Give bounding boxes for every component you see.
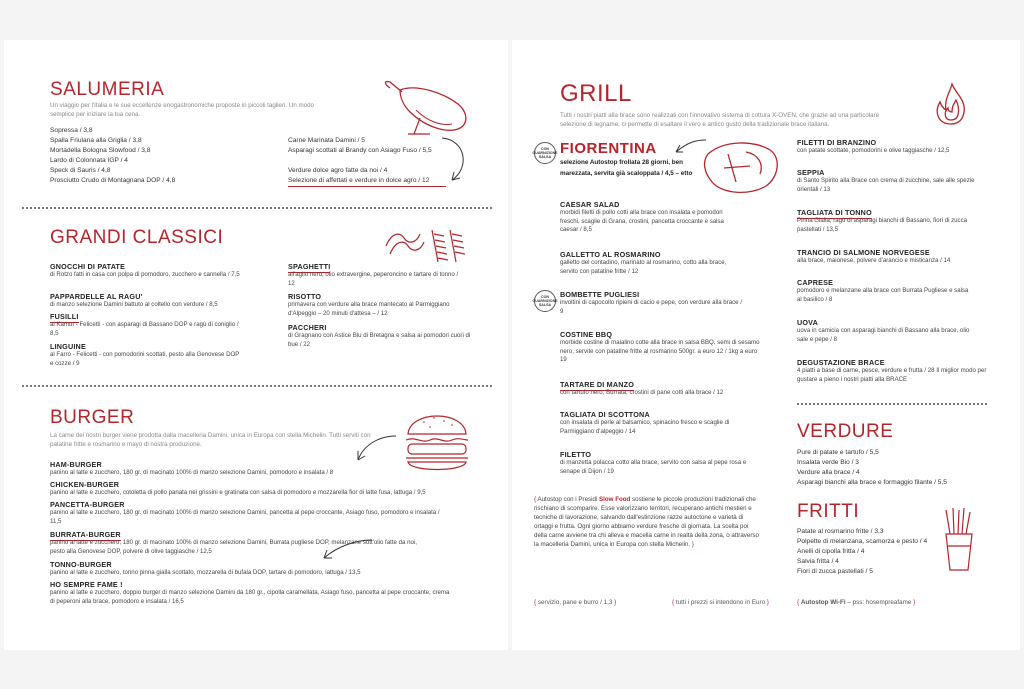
arrow-icon	[436, 132, 476, 188]
grill-desc: di Santo Spirito alla Brace con crema di zucchine, sale alle spezie orientali / 13	[797, 177, 975, 193]
grill-desc: alla brace, maionese, polvere d'arancio e misticanza / 14	[797, 257, 951, 264]
section-divider	[22, 385, 492, 387]
grill-desc: Pinna Gialla, ragù di asparagi bianchi di Bassano, fiori di zucca pastellati / 13,5	[797, 217, 968, 233]
section-divider	[797, 403, 987, 405]
salumeria-item: Mortadella Bologna Slowfood / 3,8	[50, 147, 151, 154]
burger-desc: panino al latte e zucchero, 180 gr. di macinato 100% di manzo selezione Damini, pomodoro e insalata / 8	[50, 469, 334, 476]
salumeria-item: Sopressa / 3,8	[50, 127, 93, 134]
salumeria-intro: Un viaggio per l'Italia e le sue eccellenze enogastronomiche proposte in piccoli taglieri. Un modo semplice per iniziare la tua cena.	[50, 102, 314, 118]
grill-name: TAGLIATA DI SCOTTONA	[560, 410, 650, 419]
burger-desc: panino al latte e zucchero, 180 gr. di macinato 100% di manzo selezione Damini, pancetta al pepe croccante, Asiago fuso, pomodoro e insalata / 11,5	[50, 509, 440, 525]
grill-desc: galletto del contadino, marinato al rosmarino, cotto alla brace, servito con patatine fritte / 12	[560, 259, 727, 275]
grill-title: GRILL	[560, 80, 632, 107]
salumeria-item: Spalla Friulana alla Griglia / 3,8	[50, 137, 142, 144]
salumeria-item: Verdure dolce agro fatte da noi / 4	[288, 167, 388, 174]
grill-name: SEPPIA	[797, 168, 825, 177]
steak-icon	[674, 134, 784, 200]
section-divider	[22, 207, 492, 209]
grill-desc: morbidi filetti di pollo cotti alla brace con insalata e pomodori freschi, scaglie di Grana, crostini, pancetta croccante e salsa caesar / 8,5	[560, 209, 724, 234]
menu-page-right	[512, 40, 1020, 650]
grill-desc: involtini di capocollo ripieni di cacio e pepe, con verdure alla brace / 9	[560, 299, 742, 315]
dish-desc: di Rotzo fatti in casa con polpa di pomodoro, zucchero e cannella / 7,5	[50, 271, 240, 278]
grill-desc: con insalata di perle al balsamico, spinacino fresco e scaglie di Parmiggiano d'alpeggio / 14	[560, 419, 730, 435]
side-item: Fiori di zucca pastellati / 5	[797, 568, 873, 575]
grill-desc: con patate scottate, pomodorini e olive taggiasche / 12,5	[797, 147, 950, 154]
side-item: Insalata verde Bio / 3	[797, 459, 859, 466]
fries-icon	[944, 506, 974, 572]
grill-desc: con tartufo nero, Burrata, crostini di pane cotti alla brace / 12	[560, 389, 724, 396]
burger-icon	[404, 406, 470, 476]
dish-name: SPAGHETTI	[288, 262, 331, 271]
fiorentina-desc: selezione Autostop frollata 28 giorni, ben marezzata, servita già scaloppata / 4,5 – etto	[560, 159, 693, 177]
burger-name: CHICKEN-BURGER	[50, 480, 120, 489]
flame-icon	[932, 82, 970, 126]
burger-name: PANCETTA-BURGER	[50, 500, 125, 509]
pasta-icon	[382, 224, 468, 264]
side-item: Asparagi bianchi alla brace e formaggio filante / 5,5	[797, 479, 947, 486]
side-item: Verdure alla brace / 4	[797, 469, 860, 476]
salumeria-item: Prosciutto Crudo di Montagnana DOP / 4,8	[50, 177, 176, 184]
burger-intro: La carne dei nostri burger viene prodotta dalla macelleria Damini, unica in Europa con stella Michelin. Tutti serviti con patatine fritte e rosmarino e mayo di nostra produzione.	[50, 432, 371, 448]
grill-name: TRANCIO DI SALMONE NORVEGESE	[797, 248, 930, 257]
prezzi-note: { tutti i prezzi si intendono in Euro }	[672, 599, 769, 606]
fiorentina-title: FIORENTINA	[560, 140, 657, 157]
slow-food-badge: CON GUARNIZIONE SALSA	[534, 290, 556, 312]
salumeria-item: Selezione di affettati e verdure in dolce agro / 12	[288, 177, 430, 184]
underline-red	[288, 186, 446, 187]
burger-desc: panino al latte e zucchero, doppio burger di manzo selezione Damini da 180 gr., cipolla caramellata, Asiago fuso, pancetta al pepe croccante, crema di peperoni alla brace, pomodoro e insalata / 16,5	[50, 589, 450, 605]
burger-desc: panino al latte e zucchero, tonno pinna gialla scottato, mozzarella di bufala DOP, tartare di pomodoro, lattuga / 13,5	[50, 569, 361, 576]
burger-name: TONNO-BURGER	[50, 560, 112, 569]
burger-name: BURRATA-BURGER	[50, 530, 121, 539]
dish-name: FUSILLI	[50, 312, 79, 321]
salumeria-title: SALUMERIA	[50, 79, 165, 100]
grill-name: CAPRESE	[797, 278, 834, 287]
grill-name: COSTINE BBQ	[560, 330, 613, 339]
coperto-note: { servizio, pane e burro / 1,3 }	[534, 599, 617, 606]
burger-name: HAM-BURGER	[50, 460, 102, 469]
side-item: Anelli di cipolla fritta / 4	[797, 548, 865, 555]
grill-name: TAGLIATA DI TONNO	[797, 208, 872, 217]
slow-food-note: { Autostop con i Presidi Slow Food sostiene le piccole produzioni tradizionali che rischiano di scomparire. Esse valorizzano territori, recuperano antichi mestieri e tecniche di lavorazione, salvando dall'estinzione razze autoctone e varietà di ortaggi e frutta. Ogni giorno abbiamo verdure fresche di giornata. La scelta poi della carne avviene tra chi alleva e macella carne in realtà della zona, o attraverso la macelleria Damini, unica in Europa con stella Michelin. }	[534, 496, 759, 548]
burger-name: HO SEMPRE FAME !	[50, 580, 123, 589]
dish-desc: di Gragnano con Astice Blu di Bretagna e salsa ai pomodori cuori di bue / 22	[288, 332, 471, 348]
burger-desc: panino al latte e zucchero, 180 gr. di macinato 100% di manzo selezione Damini, Burrata pugliese DOP, melanzane sott'olio fatte da noi, pesto alla Genovese DOP, polvere di olive taggiasche / 12,5	[50, 539, 417, 555]
dish-desc: all'aglio nero, olio extravergine, peperoncino e tartare di tonno / 12	[288, 271, 459, 287]
verdure-title: VERDURE	[797, 421, 894, 442]
wifi-note: { Autostop Wi-Fi – pss: hosempreafame }	[797, 599, 916, 606]
dish-desc: di manzo selezione Damini battuto al coltello con verdure / 8,5	[50, 301, 218, 308]
grill-intro: Tutti i nostri piatti alla brace sono realizzati con l'innovativo sistema di cottura X-OVEN, che grazie ad una particolare selezione di legname, ci permette di esaltare il vero e antico gusto della tradizionale brace italiana.	[560, 112, 880, 128]
grill-name: UOVA	[797, 318, 819, 327]
grill-desc: pomodoro e melanzane alla brace con Burrata Pugliese e salsa al basilico / 8	[797, 287, 969, 303]
grill-desc: morbide costine di maialino cotte alla brace in salsa BBQ, semi di sesamo nero, servite con patatine fritte al rosmarino 500gr. a euro 12 / 1kg a euro 19	[560, 339, 760, 364]
dish-name: RISOTTO	[288, 292, 322, 301]
grill-desc: uova in camicia con asparagi bianchi di Bassano alla brace, olio sale e pepe / 8	[797, 327, 970, 343]
grill-name: CAESAR SALAD	[560, 200, 620, 209]
dish-name: LINGUINE	[50, 342, 86, 351]
dish-desc: primavera con verdure alla brace mantecato al Parmiggiano d'Alpeggio – 20 minuti d'attesa – / 12	[288, 301, 450, 317]
burger-title: BURGER	[50, 407, 135, 428]
grill-name: GALLETTO AL ROSMARINO	[560, 250, 661, 259]
side-item: Polpette di melanzana, scamorza e pesto / 4	[797, 538, 928, 545]
grill-name: DEGUSTAZIONE BRACE	[797, 358, 885, 367]
grill-desc: di manzetta polacca cotto alla brace, servito con salsa al pepe rosa e senape di Dijon / 19	[560, 459, 747, 475]
arrow-icon	[350, 432, 400, 468]
grill-name: BOMBETTE PUGLIESI	[560, 290, 640, 299]
fritti-title: FRITTI	[797, 501, 860, 522]
dish-name: PAPPARDELLE AL RAGU'	[50, 292, 143, 301]
dish-name: PACCHERI	[288, 323, 327, 332]
ham-leg-icon	[380, 78, 476, 136]
side-item: Pure di patate e tartufo / 5,5	[797, 449, 879, 456]
salumeria-item: Carne Marinata Damini / 5	[288, 137, 365, 144]
slow-food-badge: CON GUARNIZIONE SALSA	[534, 142, 556, 164]
dish-name: GNOCCHI DI PATATE	[50, 262, 126, 271]
dish-desc: al Kamut - Felicetti - con asparagi di Bassano DOP e ragù di coniglio / 8,5	[50, 321, 239, 337]
side-item: Salvia fritta / 4	[797, 558, 839, 565]
menu-page-left	[4, 40, 508, 650]
grill-name: FILETTO	[560, 450, 592, 459]
side-item: Patate al rosmarino fritte / 3,3	[797, 528, 884, 535]
dish-desc: al Farro - Felicetti - con pomodorini scottati, pesto alla Genovese DOP e cozze / 9	[50, 351, 240, 367]
salumeria-item: Lardo di Colonnata IGP / 4	[50, 157, 128, 164]
grill-name: TARTARE DI MANZO	[560, 380, 634, 389]
salumeria-item: Speck di Sauris / 4,8	[50, 167, 111, 174]
grill-name: FILETTI DI BRANZINO	[797, 138, 877, 147]
burger-desc: panino al latte e zucchero, cotoletta di pollo panata nei grissini e gratinata con salsa di pomodoro e mozzarella fior di latte fusa, lattuga / 9,5	[50, 489, 426, 496]
grill-desc: 4 piatti a base di carne, pesce, verdure e frutta / 28 Il miglior modo per gustare a pieno i nostri piatti alla BRACE	[797, 367, 987, 383]
salumeria-item: Asparagi scottati al Brandy con Asiago Fuso / 5,5	[288, 147, 432, 154]
grandi-classici-title: GRANDI CLASSICI	[50, 227, 224, 248]
